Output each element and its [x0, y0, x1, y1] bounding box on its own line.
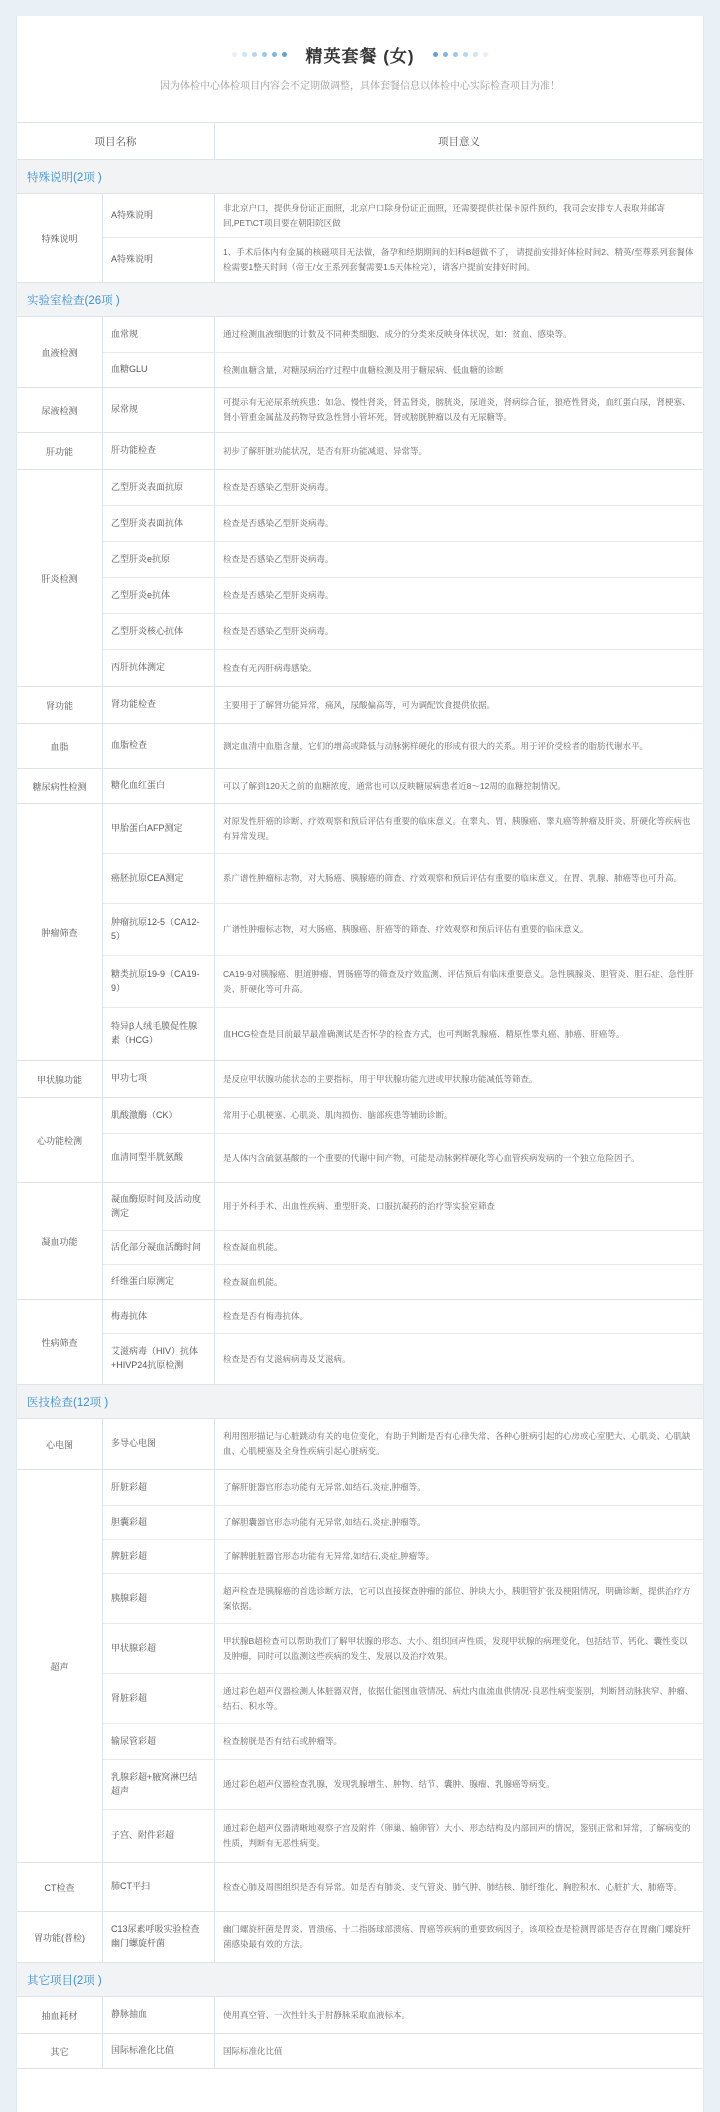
- package-header: [17, 16, 703, 122]
- item-name: 活化部分凝血活酶时间: [103, 1231, 215, 1264]
- item-name: 乙型肝炎e抗原: [103, 542, 215, 577]
- item-description: 了解脾脏脏器官形态功能有无异常,如结石,炎症,肿瘤等。: [223, 1551, 435, 1562]
- section-header: 其它项目(2项 ): [17, 1963, 703, 1997]
- category-label: 特殊说明: [17, 194, 103, 282]
- item-name: 肿瘤抗原12-5（CA12-5）: [103, 904, 215, 955]
- item-description: CA19-9对胰腺癌、胆道肿瘤、胃肠癌等的筛查及疗效监测、评估预后有临床重要意义。急性胰腺炎、胆管炎、胆石症、急性肝炎、肝硬化等可升高。: [223, 968, 694, 994]
- category-group: [17, 433, 703, 470]
- item-name: 甲胎蛋白AFP测定: [103, 804, 215, 853]
- item-name: 乙型肝炎e抗体: [103, 578, 215, 613]
- item-description: 是反应甲状腺功能状态的主要指标，用于甲状腺功能亢进或甲状腺功能减低等筛查。: [223, 1073, 538, 1084]
- item-name: 糖类抗原19-9（CA19-9）: [103, 956, 215, 1007]
- decoration-dot: [262, 52, 267, 57]
- table-row: [103, 1574, 703, 1624]
- decoration-dot: [232, 52, 237, 57]
- item-name: 肾功能检查: [103, 687, 215, 723]
- category-label: 肾功能: [17, 687, 103, 723]
- item-name: 梅毒抗体: [103, 1300, 215, 1333]
- item-name: 血糖GLU: [103, 353, 215, 387]
- right-decoration-dots: [433, 52, 488, 57]
- item-name: 血脂检查: [103, 724, 215, 768]
- category-group: [17, 724, 703, 769]
- decoration-dot: [453, 52, 458, 57]
- item-description: 检查是否有梅毒抗体。: [223, 1311, 309, 1322]
- item-name: 尿常规: [103, 388, 215, 432]
- category-label: 其它: [17, 2034, 103, 2068]
- item-description: 非北京户口，提供身份证正面照，北京户口除身份证正面照，还需要提供社保卡原件预约，我司会安排专人表取并邮寄回,PET\CT项目要在朝阳院区做: [223, 202, 666, 228]
- category-group: [17, 1863, 703, 1912]
- item-description: 广谱性肿瘤标志物，对大肠癌、胰腺癌、肝癌等的筛查、疗效观察和预后评估有重要的临床意义。: [223, 924, 589, 935]
- category-group: [17, 2034, 703, 2069]
- item-name: 子宫、附件彩超: [103, 1810, 215, 1862]
- category-group: [17, 1419, 703, 1470]
- category-group: [17, 470, 703, 687]
- table-row: [103, 578, 703, 614]
- item-name: 乙型肝炎表面抗原: [103, 470, 215, 505]
- item-name: 血常规: [103, 317, 215, 352]
- table-row: [103, 614, 703, 650]
- table-row: [103, 506, 703, 542]
- category-group: [17, 804, 703, 1061]
- table-row: [103, 1061, 703, 1097]
- item-description: 常用于心肌梗塞、心肌炎、肌肉损伤、脑部疾患等辅助诊断。: [223, 1110, 453, 1121]
- item-name: 肺CT平扫: [103, 1863, 215, 1911]
- item-name: A特殊说明: [103, 194, 215, 237]
- item-name: 乳腺彩超+腋窝淋巴结超声: [103, 1760, 215, 1809]
- decoration-dot: [242, 52, 247, 57]
- item-description: 幽门螺旋杆菌是胃炎、胃溃疡、十二指肠球部溃疡、胃癌等疾病的重要致病因子，该项检查是检测胃部是否存在胃幽门螺旋杆菌感染最有效的方法。: [223, 1924, 691, 1949]
- item-description: 系广谱性肿瘤标志物，对大肠癌、胰腺癌的筛查、疗效观察和预后评估有重要的临床意义。在胃、乳腺、肺癌等也可升高。: [223, 873, 683, 884]
- item-name: 脾脏彩超: [103, 1540, 215, 1573]
- table-row: [103, 650, 703, 686]
- table-row: [103, 687, 703, 723]
- table-row: [103, 1334, 703, 1384]
- category-group: [17, 1061, 703, 1098]
- item-description: 主要用于了解肾功能异常，痛风，尿酸偏高等，可为调配饮食提供依据。: [223, 699, 496, 710]
- category-group: [17, 1098, 703, 1183]
- item-name: 血清同型半胱氨酸: [103, 1134, 215, 1182]
- item-description: 检查是否感染乙型肝炎病毒。: [223, 482, 334, 493]
- item-name: 肝功能检查: [103, 433, 215, 469]
- table-row: [103, 956, 703, 1008]
- table-row: [103, 769, 703, 803]
- item-name: 特异β人绒毛膜促性腺素（HCG）: [103, 1008, 215, 1060]
- category-group: [17, 1300, 703, 1385]
- table-row: [103, 317, 703, 353]
- category-label: 血液检测: [17, 317, 103, 387]
- table-row: [103, 1674, 703, 1724]
- section-header: 医技检查(12项 ): [17, 1385, 703, 1419]
- left-decoration-dots: [232, 52, 287, 57]
- table-row: [103, 1540, 703, 1574]
- category-group: [17, 317, 703, 388]
- table-header: [17, 122, 703, 160]
- table-row: [103, 388, 703, 432]
- table-row: [103, 804, 703, 854]
- item-description: 用于外科手术、出血性疾病、重型肝炎、口服抗凝药的治疗等实验室筛查: [223, 1201, 496, 1212]
- item-name: 胰腺彩超: [103, 1574, 215, 1623]
- table-row: [103, 470, 703, 506]
- item-description: 可以了解到120天之前的血糖浓度，通常也可以反映糖尿病患者近8～12周的血糖控制情况。: [223, 780, 566, 791]
- item-name: A特殊说明: [103, 238, 215, 282]
- table-row: [103, 1008, 703, 1060]
- table-row: [103, 1134, 703, 1182]
- item-name: 肌酸激酶（CK）: [103, 1098, 215, 1133]
- item-name: 胆囊彩超: [103, 1506, 215, 1539]
- item-description: 可提示有无泌尿系统疾患：如急、慢性肾炎，肾盂肾炎，膀胱炎，尿道炎，肾病综合征，狼疮性肾炎，血红蛋白尿，肾梗塞、肾小管重金属盐及药物导致急性肾小管坏死，肾或膀胱肿瘤以及有无尿糖等。: [223, 397, 691, 422]
- category-label: 心电图: [17, 1419, 103, 1469]
- decoration-dot: [473, 52, 478, 57]
- item-name: 乙型肝炎核心抗体: [103, 614, 215, 649]
- category-label: 甲状腺功能: [17, 1061, 103, 1097]
- category-group: [17, 1997, 703, 2034]
- table-row: [103, 1810, 703, 1862]
- item-name: 乙型肝炎表面抗体: [103, 506, 215, 541]
- table-row: [103, 1300, 703, 1334]
- table-row: [103, 1997, 703, 2033]
- table-row: [103, 724, 703, 768]
- category-label: 凝血功能: [17, 1183, 103, 1299]
- item-name: 纤维蛋白原测定: [103, 1265, 215, 1299]
- item-description: 检查是否感染乙型肝炎病毒。: [223, 590, 334, 601]
- item-description: 检查心肺及周围组织是否有异常。如是否有肺炎、支气管炎、肺气肿、肺结核、肺纤维化、胸腔积水、心脏扩大、肺癌等。: [223, 1881, 683, 1892]
- item-name: 丙肝抗体测定: [103, 650, 215, 686]
- item-description: 是人体内含硫氨基酸的一个重要的代谢中间产物，可能是动脉粥样硬化等心血管疾病发病的一个独立危险因子。: [223, 1152, 640, 1163]
- item-description: 检查凝血机能。: [223, 1276, 283, 1287]
- item-description: 了解胆囊器官形态功能有无异常,如结石,炎症,肿瘤等。: [223, 1517, 426, 1528]
- item-description: 通过彩色超声仪器检查乳腺，发现乳腺增生、肿物、结节、囊肿、腺瘤、乳腺癌等病变。: [223, 1779, 555, 1790]
- page-title: 精英套餐 (女): [305, 47, 415, 66]
- table-row: [103, 854, 703, 904]
- table-body: [17, 160, 703, 2069]
- table-row: [103, 1265, 703, 1299]
- category-label: 胃功能(普检): [17, 1912, 103, 1962]
- item-name: 多导心电图: [103, 1419, 215, 1469]
- item-name: 甲状腺彩超: [103, 1624, 215, 1673]
- item-description: 了解肝脏器官形态功能有无异常,如结石,炎症,肿瘤等。: [223, 1482, 426, 1493]
- category-group: [17, 388, 703, 433]
- decoration-dot: [272, 52, 277, 57]
- item-name: 输尿管彩超: [103, 1724, 215, 1759]
- item-name: 凝血酶原时间及活动度测定: [103, 1183, 215, 1230]
- item-description: 检查是否有艾滋病病毒及艾滋病。: [223, 1353, 351, 1364]
- item-description: 通过彩色超声仪器检测人体脏器双肾，依据仕能图血管情况、病灶内血流血供情况·良恶性病变鉴别，判断肾动脉狭窄、肿瘤、结石、积水等。: [223, 1685, 694, 1711]
- item-description: 甲状腺B超检查可以帮助我们了解甲状腺的形态、大小、组织回声性质，发现甲状腺的病理变化，包括结节、钙化、囊性变以及肿瘤，同时可以监测这些疾病的发生、发展以及治疗效果。: [223, 1635, 688, 1661]
- decoration-dot: [433, 52, 438, 57]
- category-group: [17, 687, 703, 724]
- item-description: 检查有无丙肝病毒感染。: [223, 662, 317, 673]
- table-row: [103, 1231, 703, 1265]
- section-header: 实验室检查(26项 ): [17, 283, 703, 317]
- category-label: 肝炎检测: [17, 470, 103, 686]
- item-name: 癌胚抗原CEA测定: [103, 854, 215, 903]
- item-name: 艾滋病毒（HIV）抗体+HIVP24抗原检测: [103, 1334, 215, 1384]
- table-row: [103, 1470, 703, 1506]
- item-name: 甲功七项: [103, 1061, 215, 1097]
- decoration-dot: [483, 52, 488, 57]
- item-description: 使用真空管、一次性针头于肘静脉采取血液标本。: [223, 2009, 411, 2020]
- item-name: 糖化血红蛋白: [103, 769, 215, 803]
- package-notice: 因为体检中心体检项目内容会不定期做调整，具体套餐信息以体检中心实际检查项目为准！: [160, 81, 560, 92]
- table-row: [103, 238, 703, 282]
- item-description: 1、手术后体内有金属的核磁项目无法做，备孕和经期期间的妇科B超做不了， 请提前安排好体检时间2、精英/至尊系列套餐体检需要1整天时间（帝王/女王系列套餐需要1.5天体检完），请客户提前安排好时间。: [223, 247, 694, 272]
- item-description: 测定血清中血脂含量，它们的增高或降低与动脉粥样硬化的形成有很大的关系。用于评价受检者的脂肪代谢水平。: [223, 740, 649, 751]
- item-name: 静脉抽血: [103, 1997, 215, 2033]
- table-row: [103, 1760, 703, 1810]
- item-description: 检查是否感染乙型肝炎病毒。: [223, 554, 334, 565]
- item-name: 国际标准化比值: [103, 2034, 215, 2068]
- item-description: 检查是否感染乙型肝炎病毒。: [223, 626, 334, 637]
- table-row: [103, 904, 703, 956]
- category-label: 血脂: [17, 724, 103, 768]
- item-description: 检查膀胱是否有结石或肿瘤等。: [223, 1736, 343, 1747]
- category-label: 性病筛查: [17, 1300, 103, 1384]
- category-label: 超声: [17, 1470, 103, 1862]
- item-description: 初步了解肝脏功能状况，是否有肝功能减退、异常等。: [223, 445, 428, 456]
- item-description: 检查凝血机能。: [223, 1242, 283, 1253]
- category-group: [17, 194, 703, 283]
- category-label: 肝功能: [17, 433, 103, 469]
- decoration-dot: [463, 52, 468, 57]
- package-card: [16, 16, 704, 2112]
- table-row: [103, 1183, 703, 1231]
- decoration-dot: [443, 52, 448, 57]
- table-row: [103, 194, 703, 238]
- item-description: 对原发性肝癌的诊断、疗效观察和预后评估有重要的临床意义。在睾丸、胃、胰腺癌、睾丸癌等肿瘤及肝炎、肝硬化等疾病也有异常发现。: [223, 815, 691, 841]
- section-header: 特殊说明(2项 ): [17, 160, 703, 194]
- item-description: 国际标准化比值: [223, 2045, 283, 2056]
- table-row: [103, 1506, 703, 1540]
- category-label: CT检查: [17, 1863, 103, 1911]
- table-row: [103, 353, 703, 387]
- category-label: 尿液检测: [17, 388, 103, 432]
- column-header-name: 项目名称: [17, 123, 215, 159]
- item-description: 通过检测血液细胞的计数及不同种类细胞、成分的分类来反映身体状况，如：贫血、感染等。: [223, 329, 572, 340]
- table-row: [103, 1724, 703, 1760]
- table-row: [103, 1912, 703, 1962]
- table-row: [103, 1419, 703, 1469]
- table-row: [103, 1098, 703, 1134]
- column-header-desc: 项目意义: [438, 135, 480, 148]
- item-description: 超声检查是胰腺癌的首选诊断方法，它可以直接探查肿瘤的部位、肿块大小，胰胆管扩张及梗阻情况，明确诊断，提供治疗方案依据。: [223, 1585, 691, 1611]
- category-group: [17, 1183, 703, 1300]
- category-label: 糖尿病性检测: [17, 769, 103, 803]
- category-group: [17, 769, 703, 804]
- category-label: 抽血耗材: [17, 1997, 103, 2033]
- item-description: 利用图形描记与心脏跳动有关的电位变化，有助于判断是否有心律失常、各种心脏病引起的心房或心室肥大、心肌炎、心肌缺血、心肌梗塞及全身性疾病引起心脏病变。: [223, 1431, 691, 1456]
- table-row: [103, 1624, 703, 1674]
- decoration-dot: [282, 52, 287, 57]
- item-description: 血HCG检查是目前最早最准确测试是否怀孕的检查方式，也可判断乳腺癌、精原性睾丸癌、肺癌、肝癌等。: [223, 1028, 625, 1039]
- table-row: [103, 542, 703, 578]
- item-name: 肝脏彩超: [103, 1470, 215, 1505]
- item-name: C13尿素呼吸实验检查幽门螺旋杆菌: [103, 1912, 215, 1962]
- item-description: 检测血糖含量，对糖尿病治疗过程中血糖检测及用于糖尿病、低血糖的诊断: [223, 364, 504, 375]
- table-row: [103, 2034, 703, 2068]
- item-name: 肾脏彩超: [103, 1674, 215, 1723]
- table-row: [103, 433, 703, 469]
- table-row: [103, 1863, 703, 1911]
- decoration-dot: [252, 52, 257, 57]
- item-description: 检查是否感染乙型肝炎病毒。: [223, 518, 334, 529]
- category-group: [17, 1470, 703, 1863]
- category-group: [17, 1912, 703, 1963]
- item-description: 通过彩色超声仪器清晰地观察子宫及附件（卵巢、输卵管）大小、形态结构及内部回声的情况，鉴别正常和异常，了解病变的性质，判断有无恶性病变。: [223, 1823, 691, 1848]
- category-label: 肿瘤筛查: [17, 804, 103, 1060]
- category-label: 心功能检测: [17, 1098, 103, 1182]
